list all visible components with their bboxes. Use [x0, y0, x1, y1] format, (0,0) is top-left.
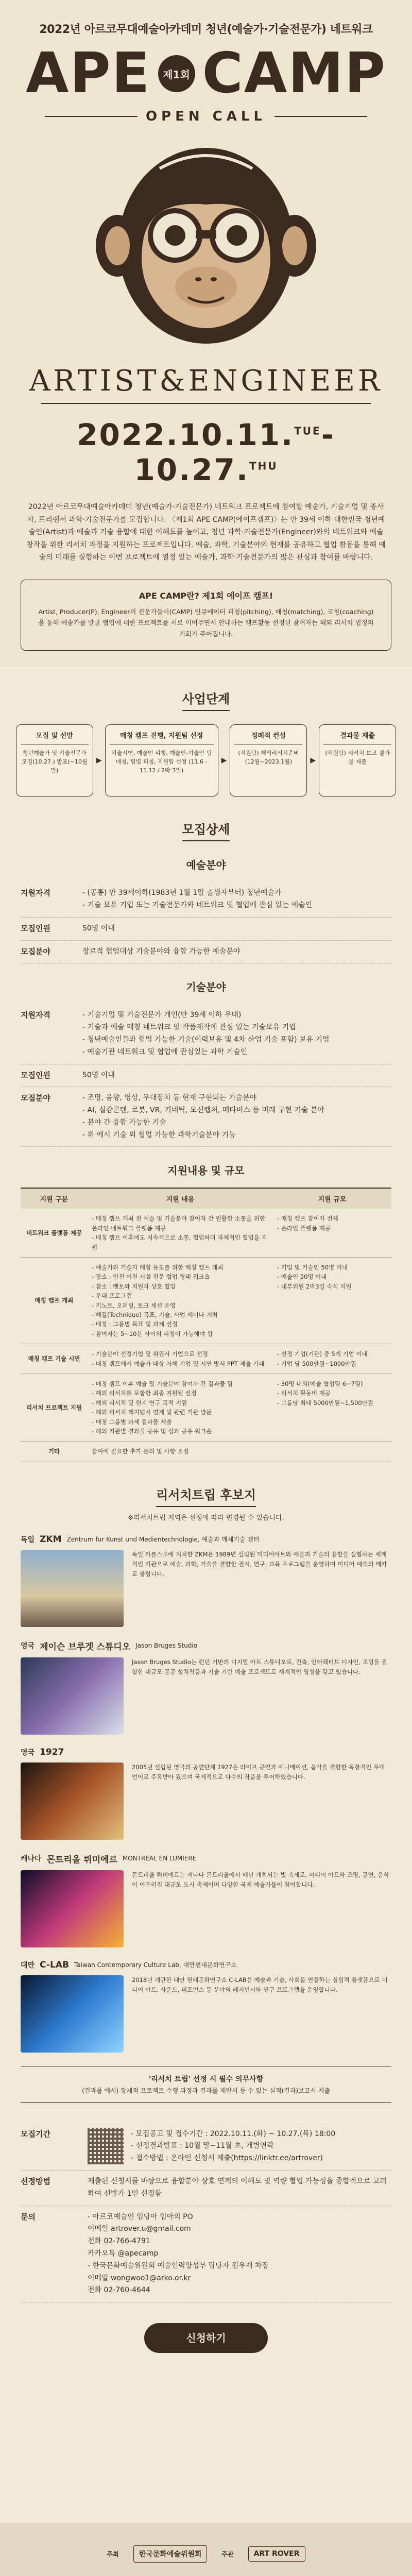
table-row: 기타 참여에 필요한 추가 문의 및 사항 조정 [21, 1442, 391, 1462]
residency-image [21, 1550, 124, 1627]
step-title: 모집 및 선발 [21, 730, 89, 744]
table-row: 리서치 프로젝트 지원 - 매칭 캠프 이후 예술 및 기술분야 참여자 간 결과물 팀 - 해외 리서치를 포함한 최종 지원팀 선정 - 해외 리서치 및 현지 연구 목적 지원 - 해외 리서치 레지던시 연계 및 관련 기관 방문 - 매칭 그룹별 과제 결과물 제출 - 해외 기관별 결과물 공유 및 성과 공유 워크숍 - 30명 내외(예술 협업팀 6~7팀) - 리서치 활동비 제공 - 그룹당 최대 5000만원~1,500만원 [21, 1374, 391, 1442]
artist-row: 지원자격 - (공통) 만 39세이하(1983년 1월 1일 출생자부터) 청년예술가 - 기술 보유 기업 또는 기술전문가와 네트워크 및 협업에 관심 있는 예술인 [21, 882, 391, 918]
recruitment-detail [21, 857, 391, 1177]
artist-row: 모집인원 50명 이내 [21, 918, 391, 941]
tech-field-title: 기술분야 [186, 981, 226, 994]
support-table [21, 1188, 391, 1462]
logo-ape: APE [26, 41, 151, 106]
date-start: 2022.10.11. [77, 417, 295, 452]
notice-answer: Artist, Producer(P), Engineer의 전문가들이(CAMP) 인큐베이터 피칭(pitching), 매칭(matching), 코칭(coaching)을 통해 예술가를 발굴 협업에 대한 프로젝트를 서로 이어주면서 안내하는 캠프활동 선정된 참여자는 해외 리서치 법정의 기회가 주어집니다. [38, 607, 374, 638]
divider [45, 116, 138, 117]
day-thu: THU [249, 460, 278, 472]
research-trip-requirement: '리서치 트립' 선정 시 필수 의무사항 (결과물 예시) 장제적 프로젝트 수행 과정과 결과물 제안서 등 수 있는 실적(결과)보고서 제출 [21, 2066, 391, 2103]
residency-image [21, 1870, 124, 1947]
step-3 [230, 724, 307, 796]
apply-button[interactable]: 신청하기 [144, 2323, 268, 2353]
step-4 [319, 724, 396, 796]
step-title: 정례적 컨설 [234, 730, 302, 744]
apply-row: 선정방법 제출된 신청서를 바탕으로 융합분야 상호 연계의 이해도 및 역량 협업 가능성을 종합적으로 고려하여 선발가 1인 선정함 [21, 2171, 391, 2206]
residency-item: 독일 ZKM Zentrum fur Kunst und Medientechnologie, 예술과 매체기술 센터 독일 카를스루에 위치한 ZKM은 1989년 설립된 미디어아트와 예술과 기술의 융합을 실험하는 세계적인 기관으로 예술, 과학, 기술을 결합한 전시, 연구, 교육 프로그램을 운영하며 미디어 예술의 메카로 불립니다. [21, 1534, 391, 1627]
date-end: -10.27. [134, 417, 335, 487]
steps-flow [10, 724, 402, 796]
edition-badge: 제1회 [158, 55, 195, 92]
step-1 [16, 724, 93, 796]
residency-image [21, 1975, 124, 2053]
residency-item: 영국 1927 2005년 설립된 영국의 공연단체 1927은 라이브 공연과 애니메이션, 음악을 결합한 독창적인 무대 언어로 주목받아 왔으며 국제적으로 다수의 작품을 투어하였습니다. [21, 1747, 391, 1840]
apply-row: 문의 - 아르코예술인 임당아 임아의 PO 이메일 artrover.u@gmail.com 전화 02-766-4791 카카오톡 @apecamp - 한국문화예술위원회 예술인력양성부 담당자 원우재 차장 이메일 wongwoo1@arko.or.kr 전화 02-760-4644 [21, 2206, 391, 2303]
host-label: 주최 [107, 2550, 119, 2558]
logo-camp: CAMP [202, 41, 386, 106]
residency-list [21, 1534, 391, 2053]
residency-image [21, 1657, 124, 1735]
section-title-residency: 리서치트립 후보지 [0, 1485, 412, 1507]
divider [274, 116, 367, 117]
ape-camp-logo [21, 41, 391, 106]
divider [41, 403, 371, 404]
open-call-text: OPEN CALL [145, 109, 267, 124]
step-title: 결과물 제출 [323, 730, 391, 744]
artist-field-title: 예술분야 [186, 859, 226, 872]
residency-image [21, 1762, 124, 1840]
section-title-steps: 사업단계 [0, 689, 412, 711]
residency-item: 캐나다 몬트리올 뤼미에르 MONTREAL EN LUMIERE 몬트리올 뤼미에르는 캐나다 몬트리올에서 매년 개최되는 빛 축제로, 미디어 아트와 조명, 공연, 음식이 어우러진 대규모 도시 축제이며 다양한 국제 예술가들이 참여합니다. [21, 1852, 391, 1947]
intro-text: 2022년 아르코무대예술아카데미 청년(예술가·기술전문가) 네트워크 프로젝트에 참여할 예술가, 기술기업 및 종사자, 프리랜서 과학·기술전문가를 모집합니다. 〈제1회 APE CAMP(에이프캠프)〉는 만 39세 이하 대한민국 청년예술인(Artist)과 예술과 기술 융합에 대한 이해도를 높이고, 청년 과학·기술전문가(Engineer)와의 네트워크와 예술창작을 위한 리서치 과정을 지원하는 프로젝트입니다. 예술, 과학, 기술분야의 현재를 공유하고 협업 활동을 통해 예술의 미래를 실험하는 이번 프로젝트에 열정 있는 예술가, 과학·기술전문가의 많은 관심과 참여를 바랍니다. [26, 503, 386, 562]
table-row: 네트워크 플랫폼 제공 - 매칭 캠프 개최 전 예술 및 기술분야 참여자 간 원활한 소통을 위한 온라인 네트워크 플랫폼 제공 - 매칭 캠프 이후에도 지속적으로 소통, 협업하며 자체적인 협업을 지원 - 매칭 캠프 참여자 전체 - 온라인 플랫폼 제공 [21, 1209, 391, 1258]
tech-row: 모집인원 50명 이내 [21, 1064, 391, 1088]
art-rover-logo: ART ROVER [248, 2546, 305, 2562]
residency-item: 영국 제이슨 브루겟 스튜디오 Jason Bruges Studio Jason Bruges Studio는 런던 기반의 디지털 아트 스튜디오로, 건축, 인터랙티브 디자인, 조명을 결합한 대규모 공공 설치작품과 기술 기반 예술 프로젝트로 세계적인 명성을 갖고 있습니다. [21, 1639, 391, 1735]
residency-item: 대만 C-LAB Taiwan Contemporary Culture Lab, 대만현대문화연구소 2018년 개관한 대만 현대문화연구소 C-LAB은 예술과 기술, 사회를 연결하는 실험적 플랫폼으로 미디어 아트, 사운드, 퍼포먼스 등 분야의 레지던시와 연구 프로그램을 운영합니다. [21, 1960, 391, 2053]
section-title-detail: 모집상세 [0, 819, 412, 841]
residency-note: ※리서치트립 지역은 선정에 따라 변경될 수 있습니다. [128, 1514, 284, 1522]
open-call [21, 109, 391, 124]
tech-row: 모집분야 - 조명, 음향, 영상, 무대장치 등 현재 구현되는 기술분야 - AI, 실감콘텐, 로봇, VR, 키네틱, 모션캡처, 메타버스 등 미래 구현 기술 분야 - 분야 간 융합 가능한 기술 - 위 에시 기술 외 협업 가능한 과학기술분야 기능 [21, 1087, 391, 1147]
arrow-right-icon: ▶ [96, 756, 102, 765]
arrow-right-icon: ▶ [310, 756, 316, 765]
table-row: 매칭 캠프 개최 - 예술가와 기술자 매칭 유도를 위한 매칭 캠프 개최 - 장소 : 인천 이천 시설 전문 협업 형태 워크숍 - 참소 : 멘토와 지원자 상호 협업 - 우대 프로그램 - 키노트, 오퍼링, 토크 세션 운영 - 해결(Technique) 목표, 기술, 사업 세미나 개최 - 매칭 : 그룹별 목표 및 과제 선정 - 참여자는 5~10분 사이의 피칭이 가능해야 함 - 기업 및 기술인 50명 이내 - 예술인 50명 이내 - 내부위원 2박3일 숙식 지원 [21, 1258, 391, 1344]
organizer-label: 주관 [221, 2550, 234, 2558]
step-title: 매칭 캠프 진행, 지원팀 선정 [110, 730, 214, 744]
support-title: 지원내용 및 규모 [167, 1164, 245, 1177]
table-row: 매칭 캠프 기술 시연 - 기술분야 선정기업 및 위원사 기업으로 선정 - 매칭 캠프에서 예술가 대상 자체 기업 및 시연 방식 PPT 제출 기대 - 선정 기업(기관) 중 5개 기업 이내 - 기업 당 500만원~1000만원 [21, 1344, 391, 1374]
artist-row: 모집분야 장르적 협업대상 기술분야와 융합 가능한 예술분야 [21, 941, 391, 964]
table-header: 지원 구분 지원 내용 지원 규모 [21, 1189, 391, 1209]
hero-top-title: 2022년 아르코무대예술아카데미 청년(예술가·기술전문가) 네트워크 [39, 23, 373, 36]
application-info [21, 2123, 391, 2303]
step-desc: 기술시연, 예술인 피칭, 예술인-기술인 팀 매칭, 팀별 피칭, 지원팀 선정 (11.6 - 11.12 / 2박 3일) [111, 750, 212, 774]
artist-engineer-title: ARTIST&ENGINEER [29, 364, 383, 398]
notice-question: APE CAMP란? 제1회 에이프 캠프! [139, 590, 273, 601]
day-tue: TUE [294, 425, 321, 437]
tech-row: 지원자격 - 기술기업 및 기술전문가 개인(만 39세 이하 우대) - 기술과 예술 매칭 네트워크 및 작품제작에 관심 있는 기술보유 기업 - 청년예술인들과 협업 가능한 기술(이력보유 및 4차 산업 기술 포함) 보유 기업 - 예술기관 네트워크 및 협업에 관심있는 과학 기술인 [21, 1004, 391, 1064]
hero [0, 0, 412, 666]
event-dates [21, 417, 391, 487]
step-desc: 청년예술가 및 기술전문가 모집(10.27.) 발표(~10월말) [21, 750, 88, 774]
monkey-illustration [93, 138, 319, 354]
step-desc: (지원팀) 해외리서치준비 (12월~2023.1월) [238, 750, 299, 766]
ape-camp-notice [21, 580, 391, 651]
step-2 [105, 724, 218, 796]
step-desc: (지원팀) 리서치 보고 결과물 제출 [325, 750, 390, 766]
apply-row: 모집기간 - 모집공고 및 접수기간 : 2022.10.11.(화) ~ 10.27.(목) 18:00 - 선정결과발표 : 10월 말~11월 초, 개별연락 - 접수방법 : 온라인 신청서 제출(https://linktr.ee/artrover) [21, 2123, 391, 2171]
arko-logo: 한국문화예술위원회 [133, 2545, 208, 2563]
arrow-right-icon: ▶ [221, 756, 227, 765]
footer [0, 2523, 412, 2576]
qr-code-icon[interactable] [88, 2128, 124, 2164]
